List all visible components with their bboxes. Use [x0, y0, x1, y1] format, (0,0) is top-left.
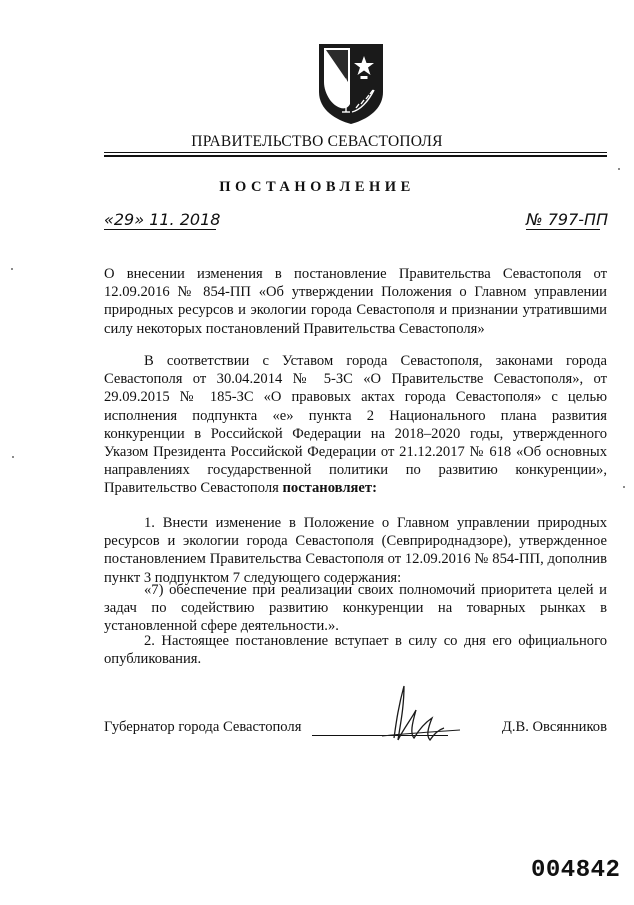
preamble-title: О внесении изменения в постановление Правительства Севастополя от 12.09.2016 № 854-ПП «Об утверждении Положения о Главном управлении природных ресурсов и экологии города Севастополя и признании утратившими силу некоторых постановлений Правительства Севастополя» — [104, 266, 607, 337]
clause-1: 1. Внести изменение в Положение о Главном управлении природных ресурсов и экологии города Севастополя (Севприроднадзоре), утвержденное постановлением Правительства Севастополя от 12.09.2016 № 854-ПП, дополнив пункт 3 подпунктом 7 следующего содержания: — [104, 515, 607, 586]
signatory-title: Губернатор города Севастополя — [104, 719, 302, 735]
date-underline — [104, 229, 216, 230]
scan-speck — [618, 168, 620, 170]
resolves-keyword: постановляет: — [282, 480, 377, 497]
document-number: № 797-ПП — [526, 210, 609, 229]
legal-basis-text: В соответствии с Уставом города Севастополя, законами города Севастополя от 30.04.2014 № 5-ЗС «О Правительстве Севастополя», от 29.09.2015 № 185-ЗС «О правовых актах города Севастополя» с целью исполнения подпункта «е» пункта 2 Национального плана развития конкуренции в Российской Федерации на 2018–2020 годы, утвержденного Указом Президента Российской Федерации от 21.12.2017 № 618 «Об основных направлениях государственной политики по развитию конкуренции», Правительство Севастополя — [104, 353, 607, 497]
header-divider-thick — [104, 155, 607, 157]
government-title: ПРАВИТЕЛЬСТВО СЕВАСТОПОЛЯ — [191, 133, 443, 150]
number-underline — [526, 229, 600, 230]
clause-2: 2. Настоящее постановление вступает в силу со дня его официального опубликования. — [104, 633, 607, 668]
document-date: «29» 11. 2018 — [104, 210, 221, 229]
document-serial-number: 004842 — [531, 857, 621, 884]
document-type-heading: ПОСТАНОВЛЕНИЕ — [219, 179, 415, 195]
handwritten-signature — [360, 678, 470, 750]
header-divider-thin — [104, 152, 607, 153]
signatory-name: Д.В. Овсянников — [501, 719, 607, 735]
legal-basis-paragraph — [104, 352, 607, 498]
clause-1-quote: «7) обеспечение при реализации своих полномочий приоритета целей и задач по содействию развитию конкуренции на товарных рынках в установленной сфере деятельности.». — [104, 582, 607, 635]
sevastopol-coat-of-arms-emblem — [316, 42, 386, 126]
scan-speck — [11, 268, 13, 270]
scan-speck — [623, 486, 625, 488]
scan-speck — [12, 456, 14, 458]
